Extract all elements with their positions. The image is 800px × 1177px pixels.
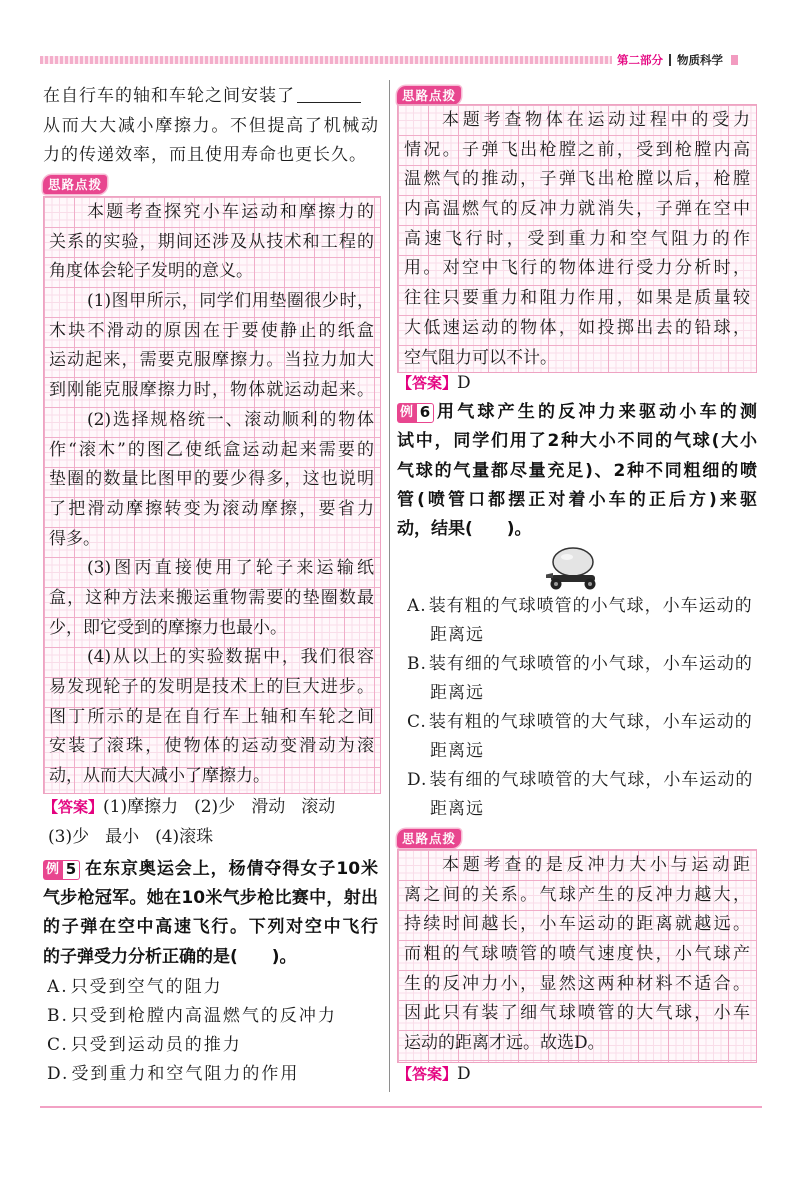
option-c (407, 708, 757, 737)
options-list (407, 592, 757, 824)
example-label: 例 (43, 860, 62, 880)
option-b (47, 1002, 377, 1031)
question-line: 在东京奥运会上，杨倩夺得女子10米 (85, 859, 378, 879)
analysis-line: 垫圈的数量比图甲的要少得多，这也说明 (49, 469, 374, 490)
option-letter: D. (47, 1064, 70, 1084)
answer-label: 【答案】 (43, 798, 104, 816)
analysis-line: 大低速运动的物体，如投掷出去的铅球， (404, 317, 750, 338)
running-header (617, 52, 738, 68)
analysis-line: 因此只有装了细气球喷管的大气球，小车 (404, 1003, 750, 1024)
analysis-line: 到刚能克服摩擦力时，物体就运动起来。 (49, 380, 374, 401)
option-a (407, 592, 757, 621)
analysis-line: 运动的距离才远。故选D。 (404, 1033, 605, 1054)
answer-line (43, 823, 380, 853)
analysis-line: (2)选择规格统一、滚动顺利的物体 (87, 409, 374, 430)
analysis-box (397, 104, 757, 373)
question-line: 气球的气量都尽量充足)、2种不同粗细的喷 (397, 460, 757, 481)
option-text: 受到重力和空气阻力的作用 (71, 1064, 300, 1084)
analysis-box (43, 196, 381, 794)
option-letter: B. (47, 1006, 69, 1026)
analysis-box (397, 849, 757, 1063)
answer-item: (3)少 (48, 826, 90, 847)
answer-item: (2)少 (194, 797, 236, 817)
option-text: 装有细的气球喷管的大气球，小车运动的 (429, 770, 754, 790)
question-line: 试中，同学们用了2种大小不同的气球(大小 (397, 431, 757, 452)
analysis-line: 角度体会轮子发明的意义。 (49, 261, 253, 282)
header-strip (40, 56, 612, 64)
options-list (47, 973, 377, 1089)
option-continuation: 距离远 (430, 683, 484, 703)
answer-line (397, 1060, 757, 1090)
answer-item: 滚动 (301, 797, 336, 817)
option-text: 装有粗的气球喷管的大气球，小车运动的 (428, 712, 753, 732)
analysis-line: 内高温燃气的反冲力就消失，子弹在空中 (404, 199, 750, 220)
analysis-line: 关系的实验，期间还涉及从技术和工程的 (49, 231, 374, 252)
answer-line (43, 793, 380, 823)
answer-block (397, 1060, 757, 1090)
analysis-line: 本题考查的是反冲力大小与运动距 (442, 855, 750, 875)
option-letter: D. (407, 770, 428, 790)
option-a (47, 973, 377, 1002)
question-line: 的子弹受力分析正确的是( )。 (43, 946, 297, 967)
intro-line: 从而大大减小摩擦力。不但提高了机械动 (43, 115, 378, 136)
analysis-line: 木块不滑动的原因在于要使静止的纸盒 (49, 320, 374, 341)
example-number: 6 (416, 403, 434, 423)
balloon-car-icon (543, 546, 601, 592)
intro-text-before-blank: 在自行车的轴和车轮之间安装了 (43, 86, 295, 106)
analysis-line: 生的反冲力小，显然这两种材料不适合。 (404, 973, 750, 994)
analysis-line: 了把滑动摩擦转变为滚动摩擦，要省力 (49, 498, 374, 519)
analysis-line: 作“滚木”的图乙使纸盒运动起来需要的 (49, 439, 374, 460)
option-d (407, 766, 757, 795)
analysis-line: (4)从以上的实验数据中，我们很容 (87, 647, 374, 668)
analysis-line: 图丁所示的是在自行车上轴和车轮之间 (49, 706, 374, 727)
fill-in-blank (297, 83, 361, 103)
analysis-line: 动，从而大大减小了摩擦力。 (49, 766, 270, 787)
option-b (407, 650, 757, 679)
footer-rule (40, 1106, 762, 1108)
question-stem (397, 398, 757, 544)
answer-block (43, 793, 380, 852)
option-continuation: 距离远 (430, 799, 484, 819)
header-divider (669, 54, 671, 66)
answer-item: (1)摩擦力 (103, 797, 179, 817)
answer-item: 滑动 (251, 797, 286, 817)
analysis-badge: 思路点拨 (397, 829, 461, 848)
answer-item: (4)滚珠 (155, 826, 214, 847)
answer-block (397, 369, 757, 399)
option-letter: C. (407, 712, 427, 732)
subject-label: 物质科学 (677, 53, 723, 67)
option-letter: C. (47, 1035, 69, 1055)
analysis-line: 得多。 (49, 528, 100, 549)
intro-line: 力的传递效率，而且使用寿命也更长久。 (43, 145, 367, 166)
analysis-line: 持续时间越长，小车运动的距离就越远。 (404, 914, 750, 935)
analysis-line: 离之间的关系。气球产生的反冲力越大， (404, 884, 750, 905)
analysis-line: 少，即它受到的摩擦力也最小。 (49, 617, 287, 638)
answer-item: 最小 (105, 826, 140, 847)
example-label: 例 (397, 403, 416, 423)
answer-item: D (457, 1064, 471, 1084)
question-line: 用气球产生的反冲力来驱动小车的测 (437, 402, 757, 422)
question-line: 的子弹在空中高速飞行。下列对空中飞行 (43, 917, 378, 938)
option-text: 装有细的气球喷管的小气球，小车运动的 (428, 654, 753, 674)
analysis-line: 易发现轮子的发明是技术上的巨大进步。 (49, 677, 374, 697)
intro-text (43, 82, 378, 171)
analysis-line: 本题考查物体在运动过程中的受力 (442, 110, 750, 130)
option-text: 只受到空气的阻力 (70, 977, 223, 997)
option-letter: A. (47, 977, 69, 997)
analysis-line: 往往只要重力和阻力作用，如果是质量较 (404, 288, 750, 309)
option-letter: A. (407, 596, 427, 616)
analysis-line: 用。对空中飞行的物体进行受力分析时， (404, 258, 750, 279)
question-line: 气步枪冠军。她在10米气步枪比赛中，射出 (43, 888, 378, 909)
analysis-badge: 思路点拨 (397, 86, 461, 105)
question-line: 管(喷管口都摆正对着小车的正后方)来驱 (397, 489, 757, 510)
analysis-line: 运动起来，需要克服摩擦力。当拉力加大 (49, 350, 374, 371)
option-d (47, 1060, 377, 1089)
answer-item: D (457, 373, 471, 393)
analysis-line: 温燃气的推动，子弹飞出枪膛以后，枪膛 (404, 169, 750, 190)
column-divider (389, 80, 390, 1092)
analysis-line: 空气阻力可以不计。 (404, 347, 557, 368)
analysis-badge: 思路点拨 (43, 175, 107, 194)
option-text: 只受到枪膛内高温燃气的反冲力 (70, 1006, 337, 1026)
analysis-line: (3)图丙直接使用了轮子来运输纸 (87, 558, 374, 579)
analysis-line: 高速飞行时，受到重力和空气阻力的作 (404, 228, 750, 249)
analysis-line: 安装了滚珠，使物体的运动变滑动为滚 (49, 736, 374, 757)
option-text: 装有粗的气球喷管的小气球，小车运动的 (428, 596, 753, 616)
analysis-line: 而粗的气球喷管的喷气速度快，小气球产 (404, 944, 750, 965)
question-stem (43, 855, 378, 972)
option-continuation: 距离远 (430, 741, 484, 761)
section-label: 第二部分 (617, 53, 663, 67)
question-line: 动，结果( )。 (397, 519, 532, 540)
answer-label: 【答案】 (397, 374, 458, 392)
analysis-line: 情况。子弹飞出枪膛之前，受到枪膛内高 (404, 139, 750, 160)
answer-label: 【答案】 (397, 1065, 458, 1083)
header-marker (731, 55, 738, 65)
intro-line (43, 82, 378, 112)
analysis-line: 本题考查探究小车运动和摩擦力的 (87, 202, 374, 222)
analysis-line: (1)图甲所示，同学们用垫圈很少时， (87, 291, 374, 312)
option-text: 只受到运动员的推力 (70, 1035, 242, 1055)
analysis-line: 盒，这种方法来搬运重物需要的垫圈数最 (49, 587, 374, 608)
option-continuation: 距离远 (430, 625, 484, 645)
option-letter: B. (407, 654, 427, 674)
answer-line (397, 369, 757, 399)
option-c (47, 1031, 377, 1060)
example-number: 5 (62, 860, 80, 880)
